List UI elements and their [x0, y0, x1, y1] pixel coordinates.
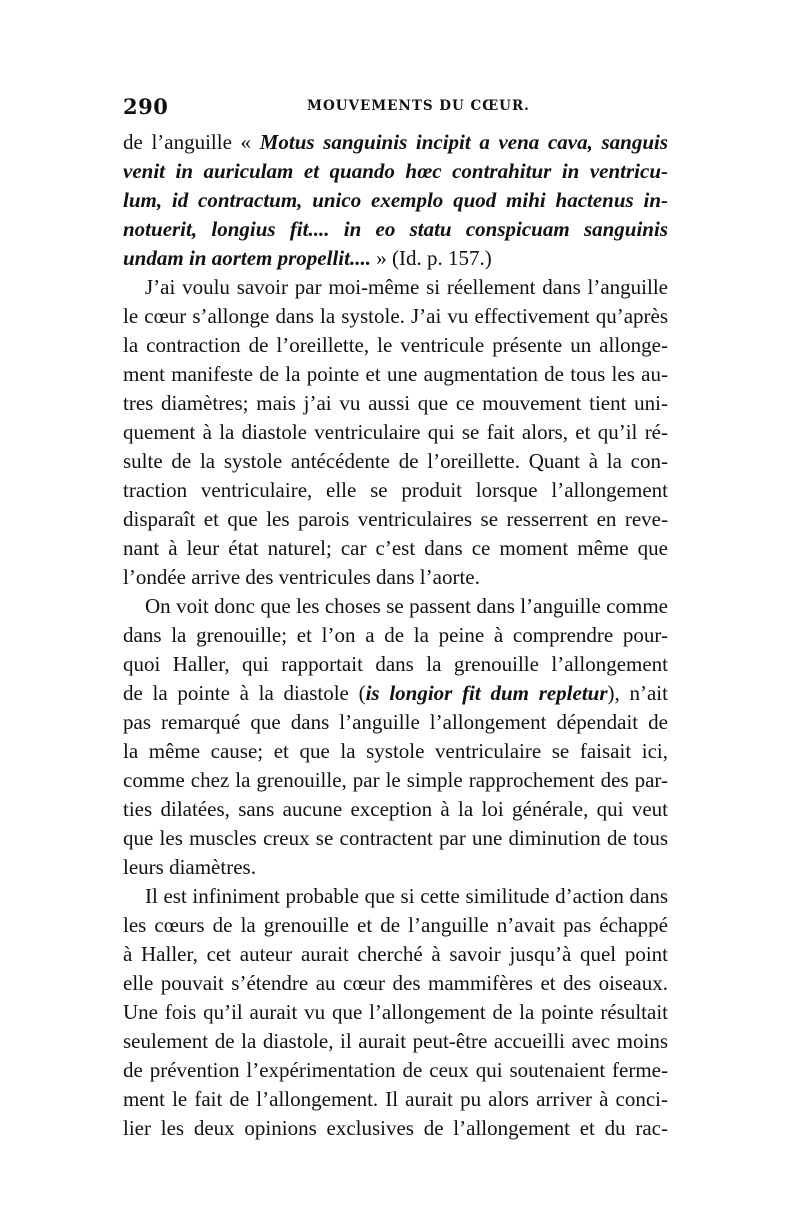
page-number: 290: [123, 94, 169, 119]
text-line: [123, 128, 668, 157]
text-line: dans la grenouille; et l’on a de la peine à comprendre pour-: [123, 623, 668, 647]
text-line: le cœur s’allonge dans la systole. J’ai vu effectivement qu’après: [123, 304, 668, 328]
text-line: tres diamètres; mais j’ai vu aussi que ce mouvement tient uni-: [123, 391, 668, 415]
latin-quote: undam in aortem propellit....: [123, 246, 377, 270]
text-line: ties dilatées, sans aucune exception à la loi générale, qui veut: [123, 797, 668, 821]
text-line: la contraction de l’oreillette, le ventricule présente un allonge-: [123, 333, 668, 357]
text-line: à Haller, cet auteur aurait cherché à savoir jusqu’à quel point: [123, 942, 668, 966]
text-line: disparaît et que les parois ventriculaires se resserrent en reve-: [123, 507, 668, 531]
latin-quote-line: notuerit, longius fit.... in eo statu conspicuam sanguinis: [123, 217, 668, 241]
text-line: traction ventriculaire, elle se produit lorsque l’allongement: [123, 478, 668, 502]
paragraph-last-line: leurs diamètres.: [123, 855, 256, 879]
body-text: [123, 128, 668, 1143]
page-header: [123, 94, 668, 124]
latin-quote-line: venit in auriculam et quando hœc contrahitur in ventricu-: [123, 159, 668, 183]
latin-quote: is longior fit dum repletur: [365, 681, 608, 705]
running-title: MOUVEMENTS DU CŒUR.: [307, 98, 530, 114]
paragraph-first-line: Il est infiniment probable que si cette similitude d’action dans: [145, 884, 668, 908]
text-line: sulte de la systole antécédente de l’oreillette. Quant à la con-: [123, 449, 668, 473]
text-line: Une fois qu’il aurait vu que l’allongement de la pointe résultait: [123, 1000, 668, 1024]
text-run: de l’anguille «: [123, 130, 260, 154]
text-line: de prévention l’expérimentation de ceux qui soutenaient ferme-: [123, 1058, 668, 1082]
text-line: lier les deux opinions exclusives de l’allongement et du rac-: [123, 1116, 668, 1140]
citation: » (Id. p. 157.): [376, 246, 492, 270]
text-run: ), n’ait: [607, 681, 668, 705]
text-line: [123, 679, 668, 708]
text-line: ment le fait de l’allongement. Il aurait pu alors arriver à conci-: [123, 1087, 668, 1111]
text-line: que les muscles creux se contractent par une diminution de tous: [123, 826, 668, 850]
latin-quote-line: lum, id contractum, unico exemplo quod mihi hactenus in-: [123, 188, 668, 212]
text-line: pas remarqué que dans l’anguille l’allongement dépendait de: [123, 710, 668, 734]
paragraph-first-line: J’ai voulu savoir par moi-même si réellement dans l’anguille: [145, 275, 668, 299]
text-line: comme chez la grenouille, par le simple rapprochement des par-: [123, 768, 668, 792]
text-line: [123, 244, 668, 273]
text-line: ment manifeste de la pointe et une augmentation de tous les au-: [123, 362, 668, 386]
text-line: elle pouvait s’étendre au cœur des mammifères et des oiseaux.: [123, 971, 668, 995]
text-run: de la pointe à la diastole (: [123, 681, 366, 705]
text-line: seulement de la diastole, il aurait peut-être accueilli avec moins: [123, 1029, 668, 1053]
text-line: les cœurs de la grenouille et de l’anguille n’avait pas échappé: [123, 913, 668, 937]
paragraph-last-line: l’ondée arrive des ventricules dans l’aorte.: [123, 565, 480, 589]
text-line: quoi Haller, qui rapportait dans la grenouille l’allongement: [123, 652, 668, 676]
latin-quote: Motus sanguinis incipit a vena cava, sanguis: [259, 130, 668, 154]
text-line: nant à leur état naturel; car c’est dans ce moment même que: [123, 536, 668, 560]
text-line: la même cause; et que la systole ventriculaire se faisait ici,: [123, 739, 668, 763]
text-line: quement à la diastole ventriculaire qui se fait alors, et qu’il ré-: [123, 420, 668, 444]
paragraph-first-line: On voit donc que les choses se passent dans l’anguille comme: [145, 594, 668, 618]
